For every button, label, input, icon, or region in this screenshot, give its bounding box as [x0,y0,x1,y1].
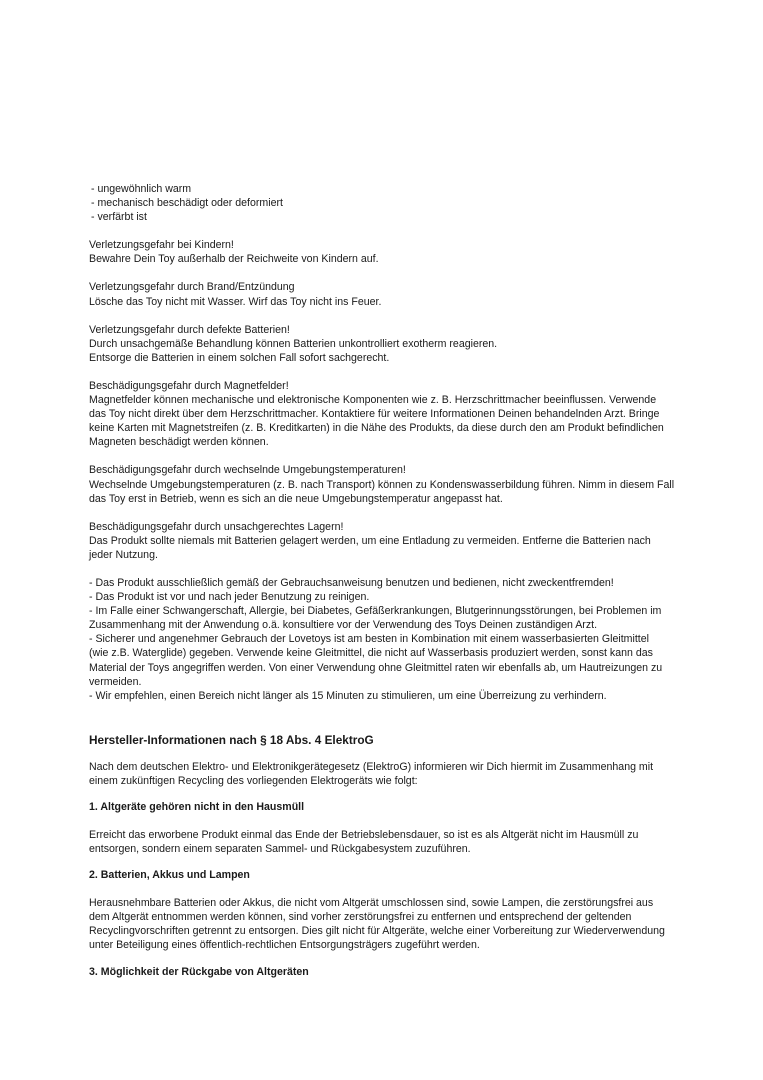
subsection-heading-1: 1. Altgeräte gehören nicht in den Hausmüll [89,801,305,813]
usage-note: - Das Produkt ausschließlich gemäß der Gebrauchsanweisung benutzen und bedienen, nicht zweckentfremden! [89,576,614,589]
subsection-heading-3: 3. Möglichkeit der Rückgabe von Altgeräten [89,965,309,978]
bullet-item: - ungewöhnlich warm [91,183,192,195]
warning-temperatures [89,463,685,505]
section-heading: Hersteller-Informationen nach § 18 Abs. 4 ElektroG [89,732,374,747]
subsection-paragraph-2 [89,896,685,952]
warning-text: Magneten beschädigt werden können. [89,436,269,449]
usage-note: Zusammenhang mit der Anwendung o.ä. konsultiere vor der Verwendung des Toys Deinen zuständigen Arzt. [89,619,598,632]
warning-text: das Toy nicht direkt über dem Herzschrittmacher. Kontaktiere für weitere Informationen Deinen behandelnden Arzt. Bringe [89,408,660,421]
warning-batteries [89,323,685,365]
paragraph-line: Erreicht das erworbene Produkt einmal das Ende der Betriebslebensdauer, so ist es als Altgerät nicht im Hausmüll zu [89,829,639,841]
warning-title: Beschädigungsgefahr durch Magnetfelder! [89,379,289,392]
document-body [89,182,685,993]
warning-title: Verletzungsgefahr durch Brand/Entzündung [89,281,295,294]
paragraph-line: Nach dem deutschen Elektro- und Elektronikgerätegesetz (ElektroG) informieren wir Dich hiermit im Zusammenhang mit [89,760,654,773]
warning-text: keine Karten mit Magnetstreifen (z. B. Kreditkarten) in die Nähe des Produkts, da diese durch den am Produkt befindlichen [89,422,664,435]
warning-text: jeder Nutzung. [89,548,158,561]
warning-text: Das Produkt sollte niemals mit Batterien gelagert werden, um eine Entladung zu vermeiden. Entferne die Batterien nach [89,534,651,547]
warning-title: Beschädigungsgefahr durch wechselnde Umgebungstemperaturen! [89,464,406,477]
warning-text: das Toy erst in Betrieb, wenn es sich an die neue Umgebungstemperatur angepasst hat. [89,492,503,505]
warning-text: Wechselnde Umgebungstemperaturen (z. B. nach Transport) können zu Kondenswasserbildung führen. Nimm in diesem Fall [89,478,675,491]
bullet-item: - mechanisch beschädigt oder deformiert [91,197,283,210]
usage-note: - Wir empfehlen, einen Bereich nicht länger als 15 Minuten zu stimulieren, um eine Überreizung zu verhindern. [89,689,607,702]
warning-text: Entsorge die Batterien in einem solchen Fall sofort sachgerecht. [89,351,390,364]
warning-bullet-list [89,182,685,224]
usage-note: Material der Toys angegriffen werden. Von einer Verwendung ohne Gleitmittel raten wir ebenfalls ab, um Hautreizungen zu [89,661,663,674]
paragraph-line: Recyclingvorschriften getrennt zu entsorgen. Dies gilt nicht für Altgeräte, welche einer Vorbereitung zur Wiederverwendung [89,925,665,938]
warning-title: Verletzungsgefahr durch defekte Batterien! [89,323,290,336]
usage-note: - Das Produkt ist vor und nach jeder Benutzung zu reinigen. [89,591,370,604]
warning-text: Magnetfelder können mechanische und elektronische Komponenten wie z. B. Herzschrittmacher beeinflussen. Verwende [89,394,657,407]
usage-note: - Sicherer und angenehmer Gebrauch der Lovetoys ist am besten in Kombination mit einem wasserbasierten Gleitmittel [89,633,649,646]
warning-fire [89,280,685,308]
warning-title: Verletzungsgefahr bei Kindern! [89,239,234,252]
intro-paragraph [89,760,685,788]
warning-magnetic-fields [89,379,685,449]
warning-storage [89,520,685,562]
subsection-heading-2: 2. Batterien, Akkus und Lampen [89,869,250,882]
usage-note: vermeiden. [89,675,142,688]
paragraph-line: einem zukünftigen Recycling des vorliegenden Elektrogeräts wie folgt: [89,774,418,787]
paragraph-line: Herausnehmbare Batterien oder Akkus, die nicht vom Altgerät umschlossen sind, sowie Lampen, die zerstörungsfrei aus [89,897,654,910]
subsection-paragraph-1 [89,828,685,856]
paragraph-line: entsorgen, sondern einem separaten Sammel- und Rückgabesystem zuzuführen. [89,843,471,856]
warning-text: Bewahre Dein Toy außerhalb der Reichweite von Kindern auf. [89,253,379,266]
bullet-item: - verfärbt ist [91,211,147,224]
warning-children [89,238,685,266]
paragraph-line: dem Altgerät entnommen werden können, sind vorher zerstörungsfrei zu entfernen und entsprechend der geltenden [89,911,632,924]
warning-title: Beschädigungsgefahr durch unsachgerechtes Lagern! [89,520,344,533]
usage-notes-list [89,576,685,703]
warning-text: Durch unsachgemäße Behandlung können Batterien unkontrolliert exotherm reagieren. [89,337,498,350]
usage-note: - Im Falle einer Schwangerschaft, Allergie, bei Diabetes, Gefäßerkrankungen, Blutgerinnungsstörungen, bei Problemen im [89,605,662,618]
warning-text: Lösche das Toy nicht mit Wasser. Wirf das Toy nicht ins Feuer. [89,295,382,308]
paragraph-line: unter Beteiligung eines öffentlich-rechtlichen Entsorgungsträgers zugeführt werden. [89,939,480,952]
usage-note: (wie z.B. Waterglide) gegeben. Verwende keine Gleitmittel, die nicht auf Wasserbasis produziert werden, sonst kann das [89,647,653,660]
